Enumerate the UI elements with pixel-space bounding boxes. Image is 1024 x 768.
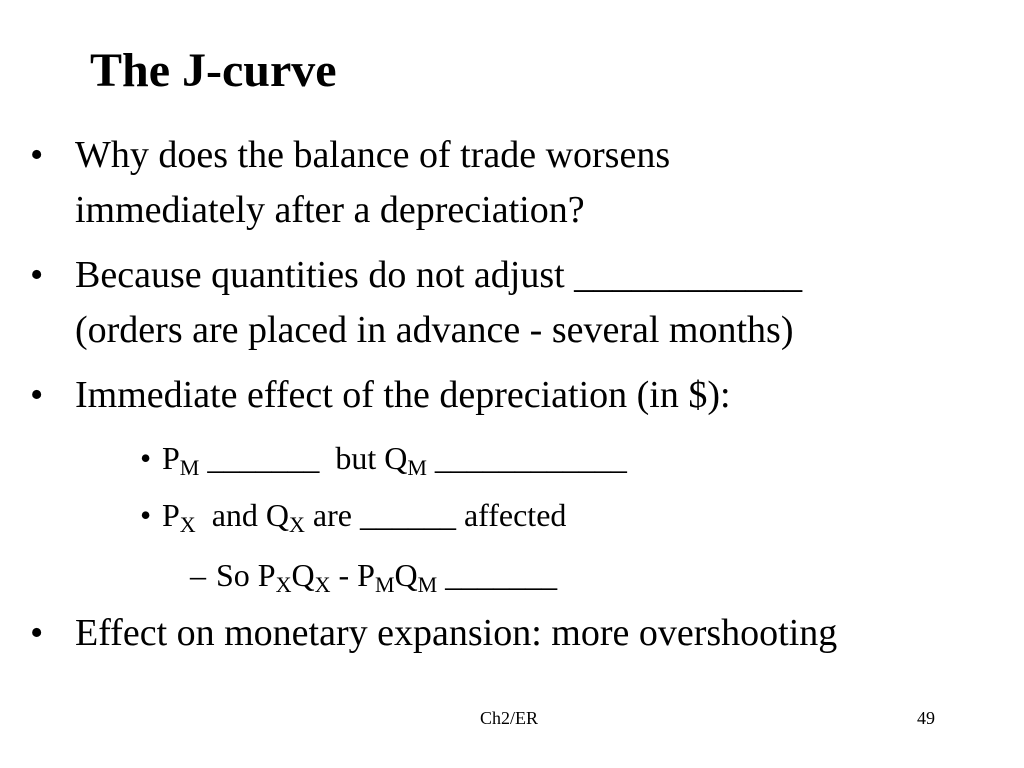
subscript: M bbox=[179, 455, 200, 480]
page-number: 49 bbox=[917, 708, 935, 728]
bullet-line: (orders are placed in advance - several months) bbox=[75, 309, 794, 351]
sub-text: and Q bbox=[195, 497, 289, 533]
sub-text: but Q bbox=[319, 440, 408, 476]
bullet-dot: • bbox=[30, 612, 44, 654]
subscript: X bbox=[275, 572, 292, 597]
sub-text: Q bbox=[394, 557, 418, 593]
bullet-dot: • bbox=[30, 374, 44, 416]
sub-bullet-dot: • bbox=[140, 497, 152, 533]
subscript: M bbox=[374, 572, 395, 597]
slide-title: The J-curve bbox=[90, 44, 337, 97]
sub-text: Q bbox=[291, 557, 315, 593]
bullet-line: Effect on monetary expansion: more overshooting bbox=[75, 612, 838, 654]
dash-marker: – bbox=[190, 557, 206, 593]
sub-bullet-2 bbox=[140, 495, 566, 535]
footer-label: Ch2/ER bbox=[480, 708, 539, 728]
sub-text: ____________ bbox=[426, 440, 627, 476]
sub-bullet-dot: • bbox=[140, 440, 152, 476]
bullet-line: Why does the balance of trade worsens bbox=[75, 134, 671, 176]
bullet-dot: • bbox=[30, 134, 44, 176]
subscript: M bbox=[407, 455, 427, 480]
bullet-line: immediately after a depreciation? bbox=[75, 189, 585, 231]
sub-text: - P bbox=[330, 557, 375, 593]
subscript: M bbox=[417, 572, 438, 597]
subscript: X bbox=[314, 572, 331, 597]
bullet-line: Because quantities do not adjust ____________ bbox=[75, 254, 803, 296]
bullet-dot: • bbox=[30, 254, 44, 296]
subscript: X bbox=[289, 512, 305, 537]
sub-text: So P bbox=[216, 557, 276, 593]
sub-bullet-1 bbox=[140, 438, 627, 478]
subscript: X bbox=[179, 512, 196, 537]
sub-text: are ______ affected bbox=[304, 497, 567, 533]
sub-text: _______ bbox=[437, 557, 558, 593]
bullet-line: Immediate effect of the depreciation (in $): bbox=[75, 374, 731, 416]
sub-sub-item bbox=[190, 555, 557, 595]
sub-text: _______ bbox=[199, 440, 320, 476]
sub-text: P bbox=[162, 497, 180, 533]
sub-text: P bbox=[162, 440, 180, 476]
